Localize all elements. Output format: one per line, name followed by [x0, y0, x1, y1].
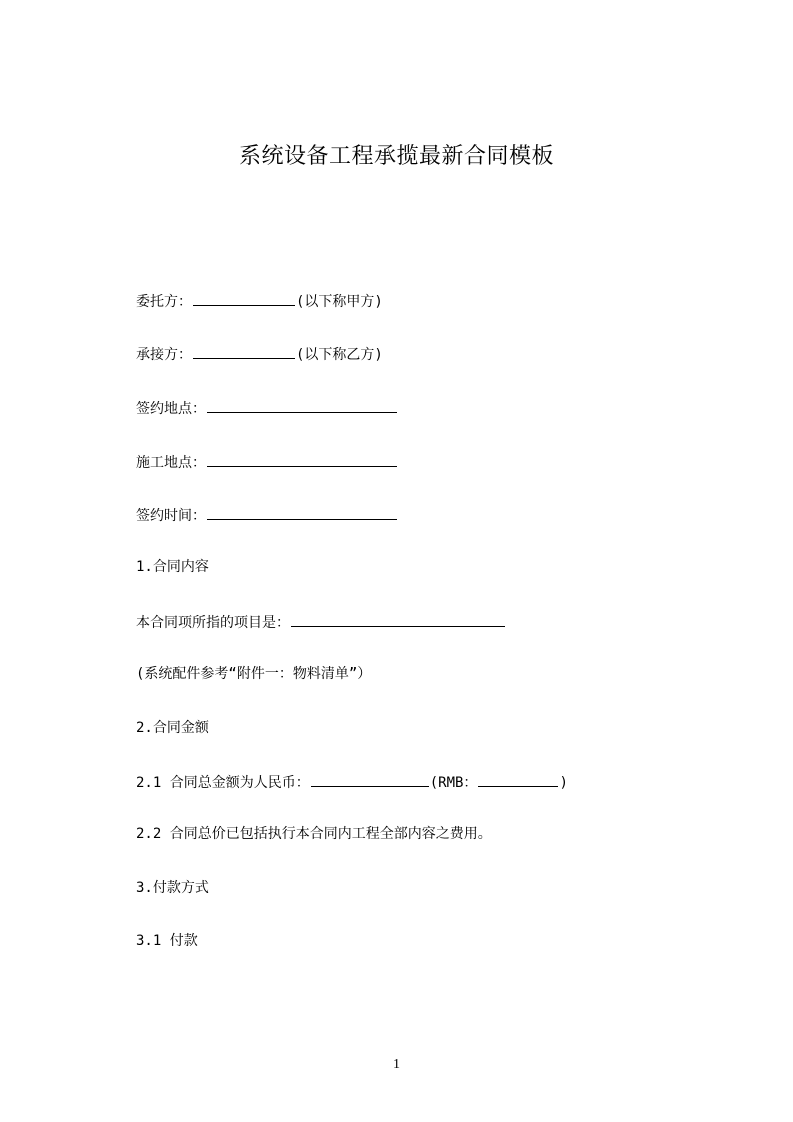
work-place-blank — [207, 451, 397, 467]
section1-heading: 1.合同内容 — [136, 559, 209, 575]
rmb-close: ) — [559, 775, 568, 791]
work-place-line — [136, 451, 398, 473]
amount-label: 2.1 合同总金额为人民币： — [136, 775, 310, 791]
work-place-label: 施工地点： — [136, 455, 206, 471]
section2-heading: 2.合同金额 — [136, 720, 209, 736]
attachment-note: (系统配件参考“附件一：物料清单”） — [136, 666, 372, 682]
party-b-line — [136, 343, 383, 365]
party-a-blank — [193, 290, 295, 306]
party-a-label: 委托方： — [136, 294, 192, 310]
page-number: 1 — [393, 1057, 400, 1072]
sign-time-blank — [207, 504, 397, 520]
project-blank — [291, 611, 505, 627]
party-b-label: 承接方： — [136, 347, 192, 363]
document-title: 系统设备工程承揽最新合同模板 — [238, 144, 554, 169]
project-line — [136, 611, 506, 633]
sign-time-label: 签约时间： — [136, 508, 206, 524]
sign-place-line — [136, 397, 398, 419]
amount-line — [136, 771, 568, 793]
rmb-open: (RMB： — [429, 775, 478, 791]
project-label: 本合同项所指的项目是： — [136, 615, 290, 631]
party-b-suffix: (以下称乙方) — [296, 347, 383, 363]
party-b-blank — [193, 343, 295, 359]
price-includes-line: 2.2 合同总价已包括执行本合同内工程全部内容之费用。 — [136, 826, 492, 842]
amount-blank — [311, 771, 429, 787]
payment-line: 3.1 付款 — [136, 933, 198, 949]
sign-place-label: 签约地点： — [136, 401, 206, 417]
party-a-suffix: (以下称甲方) — [296, 294, 383, 310]
sign-place-blank — [207, 397, 397, 413]
party-a-line — [136, 290, 383, 312]
section3-heading: 3.付款方式 — [136, 880, 209, 896]
sign-time-line — [136, 504, 398, 526]
rmb-blank — [478, 771, 558, 787]
